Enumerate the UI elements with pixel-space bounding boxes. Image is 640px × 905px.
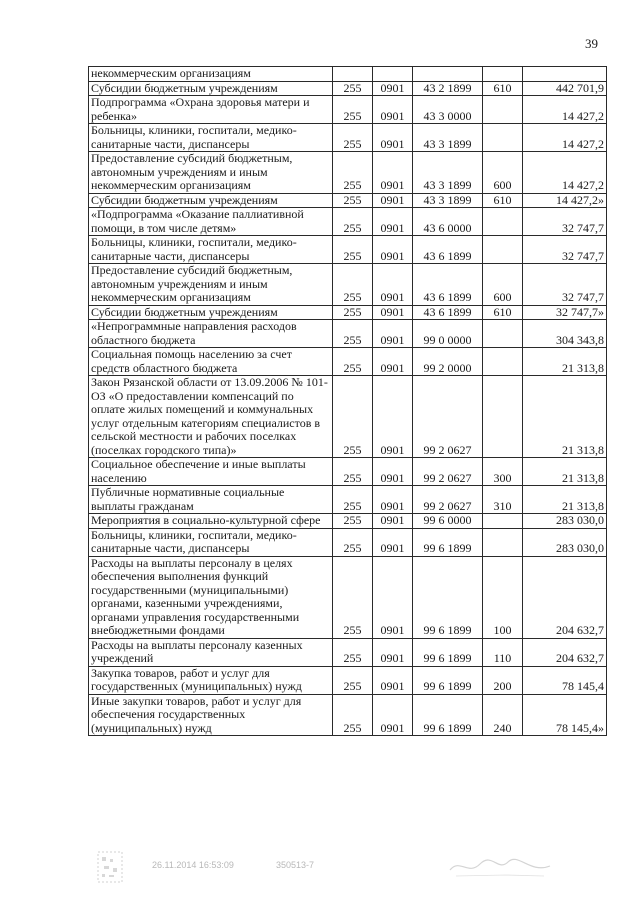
row-grbs-cell: 255 xyxy=(333,264,373,306)
row-expense-type-cell xyxy=(483,320,523,348)
row-section-cell: 0901 xyxy=(373,96,413,124)
row-grbs-cell: 255 xyxy=(333,528,373,556)
row-section-cell: 0901 xyxy=(373,458,413,486)
row-section-cell: 0901 xyxy=(373,124,413,152)
row-target-article-cell: 99 6 0000 xyxy=(413,514,483,529)
table-row xyxy=(89,348,607,376)
row-grbs-cell: 255 xyxy=(333,152,373,194)
row-name-cell: Субсидии бюджетным учреждениям xyxy=(89,193,333,208)
budget-table xyxy=(88,66,607,736)
row-section-cell: 0901 xyxy=(373,376,413,458)
row-section-cell: 0901 xyxy=(373,556,413,638)
row-sum-cell: 32 747,7 xyxy=(523,236,607,264)
table-row xyxy=(89,486,607,514)
row-sum-cell: 14 427,2 xyxy=(523,96,607,124)
table-row xyxy=(89,193,607,208)
row-target-article-cell xyxy=(413,67,483,82)
row-name-cell: Иные закупки товаров, работ и услуг для обеспечения государственных (муниципальных) нужд xyxy=(89,694,333,736)
row-target-article-cell: 99 2 0627 xyxy=(413,458,483,486)
row-section-cell: 0901 xyxy=(373,666,413,694)
row-section-cell: 0901 xyxy=(373,193,413,208)
table-row xyxy=(89,236,607,264)
row-sum-cell: 78 145,4 xyxy=(523,666,607,694)
row-target-article-cell: 99 2 0627 xyxy=(413,486,483,514)
row-name-cell: Мероприятия в социально-культурной сфере xyxy=(89,514,333,529)
row-target-article-cell: 43 2 1899 xyxy=(413,81,483,96)
row-grbs-cell: 255 xyxy=(333,694,373,736)
row-sum-cell: 21 313,8 xyxy=(523,458,607,486)
table-row xyxy=(89,514,607,529)
row-sum-cell: 32 747,7 xyxy=(523,264,607,306)
table-row xyxy=(89,528,607,556)
row-section-cell: 0901 xyxy=(373,514,413,529)
row-name-cell: Субсидии бюджетным учреждениям xyxy=(89,305,333,320)
row-sum-cell: 283 030,0 xyxy=(523,528,607,556)
row-expense-type-cell: 240 xyxy=(483,694,523,736)
row-sum-cell xyxy=(523,67,607,82)
row-sum-cell: 14 427,2 xyxy=(523,124,607,152)
row-grbs-cell: 255 xyxy=(333,376,373,458)
footer-datetime: 26.11.2014 16:53:09 xyxy=(152,860,234,870)
row-expense-type-cell xyxy=(483,348,523,376)
row-name-cell: Расходы на выплаты персоналу в целях обеспечения выполнения функций государственными (муниципальными) органами, казенными учреждениями, органами управления государственными внебюджетными фондами xyxy=(89,556,333,638)
row-section-cell: 0901 xyxy=(373,320,413,348)
row-target-article-cell: 43 3 1899 xyxy=(413,152,483,194)
row-sum-cell: 21 313,8 xyxy=(523,486,607,514)
row-target-article-cell: 43 6 1899 xyxy=(413,305,483,320)
row-target-article-cell: 99 6 1899 xyxy=(413,638,483,666)
row-name-cell: Расходы на выплаты персоналу казенных учреждений xyxy=(89,638,333,666)
row-expense-type-cell: 610 xyxy=(483,305,523,320)
row-target-article-cell: 99 6 1899 xyxy=(413,694,483,736)
row-section-cell: 0901 xyxy=(373,305,413,320)
table-row xyxy=(89,152,607,194)
row-name-cell: «Подпрограмма «Оказание паллиативной помощи, в том числе детям» xyxy=(89,208,333,236)
row-target-article-cell: 43 6 1899 xyxy=(413,264,483,306)
row-grbs-cell: 255 xyxy=(333,208,373,236)
row-expense-type-cell: 610 xyxy=(483,193,523,208)
row-grbs-cell: 255 xyxy=(333,96,373,124)
row-target-article-cell: 99 6 1899 xyxy=(413,528,483,556)
row-section-cell: 0901 xyxy=(373,348,413,376)
table-row xyxy=(89,264,607,306)
table-row xyxy=(89,458,607,486)
row-expense-type-cell xyxy=(483,236,523,264)
row-name-cell: Социальное обеспечение и иные выплаты населению xyxy=(89,458,333,486)
row-name-cell: Социальная помощь населению за счет средств областного бюджета xyxy=(89,348,333,376)
row-target-article-cell: 43 3 1899 xyxy=(413,193,483,208)
row-sum-cell: 283 030,0 xyxy=(523,514,607,529)
row-name-cell: Предоставление субсидий бюджетным, автономным учреждениям и иным некоммерческим организациям xyxy=(89,152,333,194)
row-section-cell: 0901 xyxy=(373,152,413,194)
table-row xyxy=(89,81,607,96)
row-section-cell: 0901 xyxy=(373,264,413,306)
table-row xyxy=(89,666,607,694)
signature-stamp-icon xyxy=(446,854,556,880)
row-sum-cell: 78 145,4» xyxy=(523,694,607,736)
row-grbs-cell xyxy=(333,67,373,82)
row-sum-cell: 32 747,7» xyxy=(523,305,607,320)
row-sum-cell: 204 632,7 xyxy=(523,638,607,666)
row-target-article-cell: 43 6 0000 xyxy=(413,208,483,236)
row-name-cell: Больницы, клиники, госпитали, медико-санитарные части, диспансеры xyxy=(89,236,333,264)
row-grbs-cell: 255 xyxy=(333,638,373,666)
row-expense-type-cell xyxy=(483,67,523,82)
page-number: 39 xyxy=(585,36,598,51)
row-target-article-cell: 99 6 1899 xyxy=(413,666,483,694)
table-row xyxy=(89,67,607,82)
row-name-cell: Больницы, клиники, госпитали, медико-санитарные части, диспансеры xyxy=(89,528,333,556)
row-sum-cell: 32 747,7 xyxy=(523,208,607,236)
row-section-cell: 0901 xyxy=(373,236,413,264)
table-row xyxy=(89,208,607,236)
row-expense-type-cell: 610 xyxy=(483,81,523,96)
row-grbs-cell: 255 xyxy=(333,124,373,152)
row-expense-type-cell: 300 xyxy=(483,458,523,486)
row-grbs-cell: 255 xyxy=(333,514,373,529)
row-expense-type-cell: 110 xyxy=(483,638,523,666)
row-grbs-cell: 255 xyxy=(333,458,373,486)
budget-table-body xyxy=(89,67,607,736)
row-sum-cell: 21 313,8 xyxy=(523,376,607,458)
row-target-article-cell: 43 3 0000 xyxy=(413,96,483,124)
row-section-cell: 0901 xyxy=(373,694,413,736)
row-expense-type-cell xyxy=(483,376,523,458)
row-target-article-cell: 43 6 1899 xyxy=(413,236,483,264)
row-expense-type-cell: 200 xyxy=(483,666,523,694)
row-grbs-cell: 255 xyxy=(333,193,373,208)
row-section-cell xyxy=(373,67,413,82)
row-expense-type-cell xyxy=(483,96,523,124)
row-name-cell: Предоставление субсидий бюджетным, автономным учреждениям и иным некоммерческим организациям xyxy=(89,264,333,306)
table-row xyxy=(89,556,607,638)
row-section-cell: 0901 xyxy=(373,208,413,236)
table-row xyxy=(89,320,607,348)
footer-doc-code: 350513-7 xyxy=(276,860,315,870)
row-expense-type-cell: 310 xyxy=(483,486,523,514)
table-row xyxy=(89,305,607,320)
table-row xyxy=(89,638,607,666)
row-grbs-cell: 255 xyxy=(333,666,373,694)
row-expense-type-cell xyxy=(483,528,523,556)
row-grbs-cell: 255 xyxy=(333,556,373,638)
row-sum-cell: 14 427,2» xyxy=(523,193,607,208)
row-expense-type-cell xyxy=(483,514,523,529)
row-grbs-cell: 255 xyxy=(333,305,373,320)
page-footer xyxy=(96,850,566,890)
row-expense-type-cell: 600 xyxy=(483,152,523,194)
row-name-cell: Подпрограмма «Охрана здоровья матери и ребенка» xyxy=(89,96,333,124)
row-sum-cell: 204 632,7 xyxy=(523,556,607,638)
row-name-cell: Публичные нормативные социальные выплаты гражданам xyxy=(89,486,333,514)
row-grbs-cell: 255 xyxy=(333,348,373,376)
row-grbs-cell: 255 xyxy=(333,320,373,348)
barcode-stamp-icon xyxy=(96,850,124,884)
row-target-article-cell: 43 3 1899 xyxy=(413,124,483,152)
row-sum-cell: 14 427,2 xyxy=(523,152,607,194)
row-name-cell: некоммерческим организациям xyxy=(89,67,333,82)
row-expense-type-cell: 600 xyxy=(483,264,523,306)
row-section-cell: 0901 xyxy=(373,528,413,556)
row-name-cell: Закупка товаров, работ и услуг для государственных (муниципальных) нужд xyxy=(89,666,333,694)
row-name-cell: Больницы, клиники, госпитали, медико-санитарные части, диспансеры xyxy=(89,124,333,152)
row-name-cell: Закон Рязанской области от 13.09.2006 № 101-ОЗ «О предоставлении компенсаций по оплате жилых помещений и коммунальных услуг отдельным категориям специалистов в сельской местности и рабочих поселках (поселках городского типа)» xyxy=(89,376,333,458)
table-row xyxy=(89,694,607,736)
row-sum-cell: 304 343,8 xyxy=(523,320,607,348)
table-row xyxy=(89,124,607,152)
row-sum-cell: 442 701,9 xyxy=(523,81,607,96)
row-grbs-cell: 255 xyxy=(333,236,373,264)
row-expense-type-cell xyxy=(483,124,523,152)
row-grbs-cell: 255 xyxy=(333,486,373,514)
row-expense-type-cell: 100 xyxy=(483,556,523,638)
row-section-cell: 0901 xyxy=(373,638,413,666)
row-section-cell: 0901 xyxy=(373,486,413,514)
row-expense-type-cell xyxy=(483,208,523,236)
row-target-article-cell: 99 2 0000 xyxy=(413,348,483,376)
row-target-article-cell: 99 6 1899 xyxy=(413,556,483,638)
row-sum-cell: 21 313,8 xyxy=(523,348,607,376)
table-row xyxy=(89,376,607,458)
row-section-cell: 0901 xyxy=(373,81,413,96)
row-name-cell: «Непрограммные направления расходов областного бюджета xyxy=(89,320,333,348)
row-name-cell: Субсидии бюджетным учреждениям xyxy=(89,81,333,96)
row-target-article-cell: 99 0 0000 xyxy=(413,320,483,348)
row-grbs-cell: 255 xyxy=(333,81,373,96)
row-target-article-cell: 99 2 0627 xyxy=(413,376,483,458)
table-row xyxy=(89,96,607,124)
